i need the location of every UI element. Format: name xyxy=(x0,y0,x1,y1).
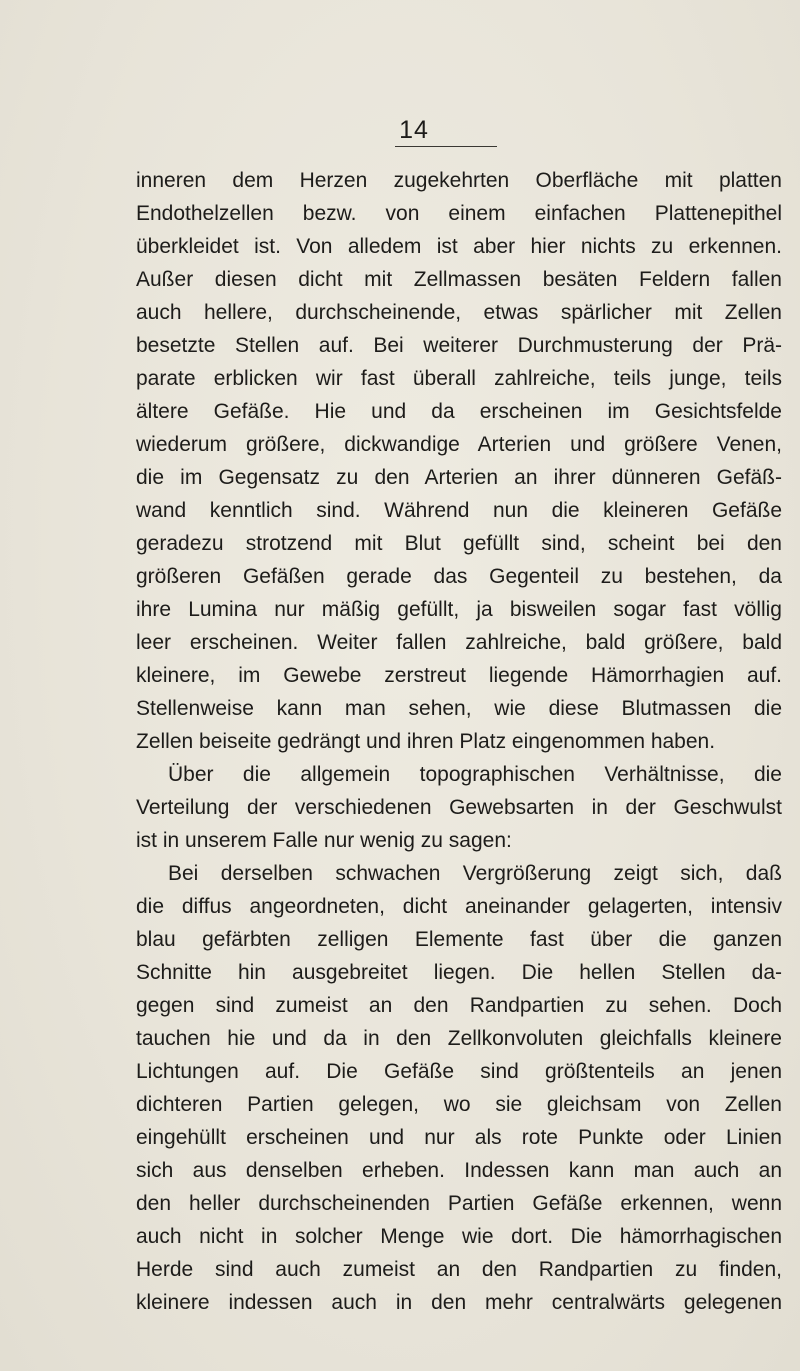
text-line: blau gefärbten zelligen Elemente fast über die ganzen xyxy=(136,928,782,951)
text-line: ist in unserem Falle nur wenig zu sagen: xyxy=(136,829,512,852)
text-line: auch nicht in solcher Menge wie dort. Die hämorrhagischen xyxy=(136,1225,782,1248)
text-line: wiederum größere, dickwandige Arterien und größere Venen, xyxy=(136,433,782,456)
text-line: kleinere, im Gewebe zerstreut liegende Hämorrhagien auf. xyxy=(136,664,782,687)
text-line: die diffus angeordneten, dicht aneinander gelagerten, intensiv xyxy=(136,895,782,918)
text-line: tauchen hie und da in den Zellkonvoluten gleichfalls kleinere xyxy=(136,1027,782,1050)
text-line: den heller durchscheinenden Partien Gefäße erkennen, wenn xyxy=(136,1192,782,1215)
text-line: geradezu strotzend mit Blut gefüllt sind, scheint bei den xyxy=(136,532,782,555)
body-text xyxy=(0,164,800,1319)
text-line: parate erblicken wir fast überall zahlreiche, teils junge, teils xyxy=(136,367,782,390)
text-line: Lichtungen auf. Die Gefäße sind größtenteils an jenen xyxy=(136,1060,782,1083)
text-line: Außer diesen dicht mit Zellmassen besäten Feldern fallen xyxy=(136,268,782,291)
text-line: Zellen beiseite gedrängt und ihren Platz eingenommen haben. xyxy=(136,730,716,753)
text-line: eingehüllt erscheinen und nur als rote Punkte oder Linien xyxy=(136,1126,782,1149)
text-line: leer erscheinen. Weiter fallen zahlreiche, bald größere, bald xyxy=(136,631,782,654)
text-line: überkleidet ist. Von alledem ist aber hier nichts zu erkennen. xyxy=(136,235,782,258)
text-line: gegen sind zumeist an den Randpartien zu sehen. Doch xyxy=(136,994,782,1017)
text-line: inneren dem Herzen zugekehrten Oberfläche mit platten xyxy=(136,169,782,192)
page-number-rule xyxy=(395,146,497,147)
text-line: sich aus denselben erheben. Indessen kann man auch an xyxy=(136,1159,782,1182)
text-line: ihre Lumina nur mäßig gefüllt, ja bisweilen sogar fast völlig xyxy=(136,598,782,621)
page-number: 14 xyxy=(399,116,429,144)
text-line: auch hellere, durchscheinende, etwas spärlicher mit Zellen xyxy=(136,301,782,324)
text-line: Über die allgemein topographischen Verhältnisse, die xyxy=(168,763,782,786)
text-line: größeren Gefäßen gerade das Gegenteil zu bestehen, da xyxy=(136,565,782,588)
text-line: besetzte Stellen auf. Bei weiterer Durchmusterung der Prä- xyxy=(136,334,782,357)
text-line: ältere Gefäße. Hie und da erscheinen im Gesichtsfelde xyxy=(136,400,782,423)
text-line: Herde sind auch zumeist an den Randpartien zu finden, xyxy=(136,1258,782,1281)
text-line: Stellenweise kann man sehen, wie diese Blutmassen die xyxy=(136,697,782,720)
text-line: Schnitte hin ausgebreitet liegen. Die hellen Stellen da- xyxy=(136,961,782,984)
text-line: Bei derselben schwachen Vergrößerung zeigt sich, daß xyxy=(168,862,782,885)
text-line: die im Gegensatz zu den Arterien an ihrer dünneren Gefäß- xyxy=(136,466,782,489)
text-line: Verteilung der verschiedenen Gewebsarten in der Geschwulst xyxy=(136,796,782,819)
text-line: dichteren Partien gelegen, wo sie gleichsam von Zellen xyxy=(136,1093,782,1116)
text-line: kleinere indessen auch in den mehr centralwärts gelegenen xyxy=(136,1291,782,1314)
text-line: Endothelzellen bezw. von einem einfachen Plattenepithel xyxy=(136,202,782,225)
text-line: wand kenntlich sind. Während nun die kleineren Gefäße xyxy=(136,499,782,522)
